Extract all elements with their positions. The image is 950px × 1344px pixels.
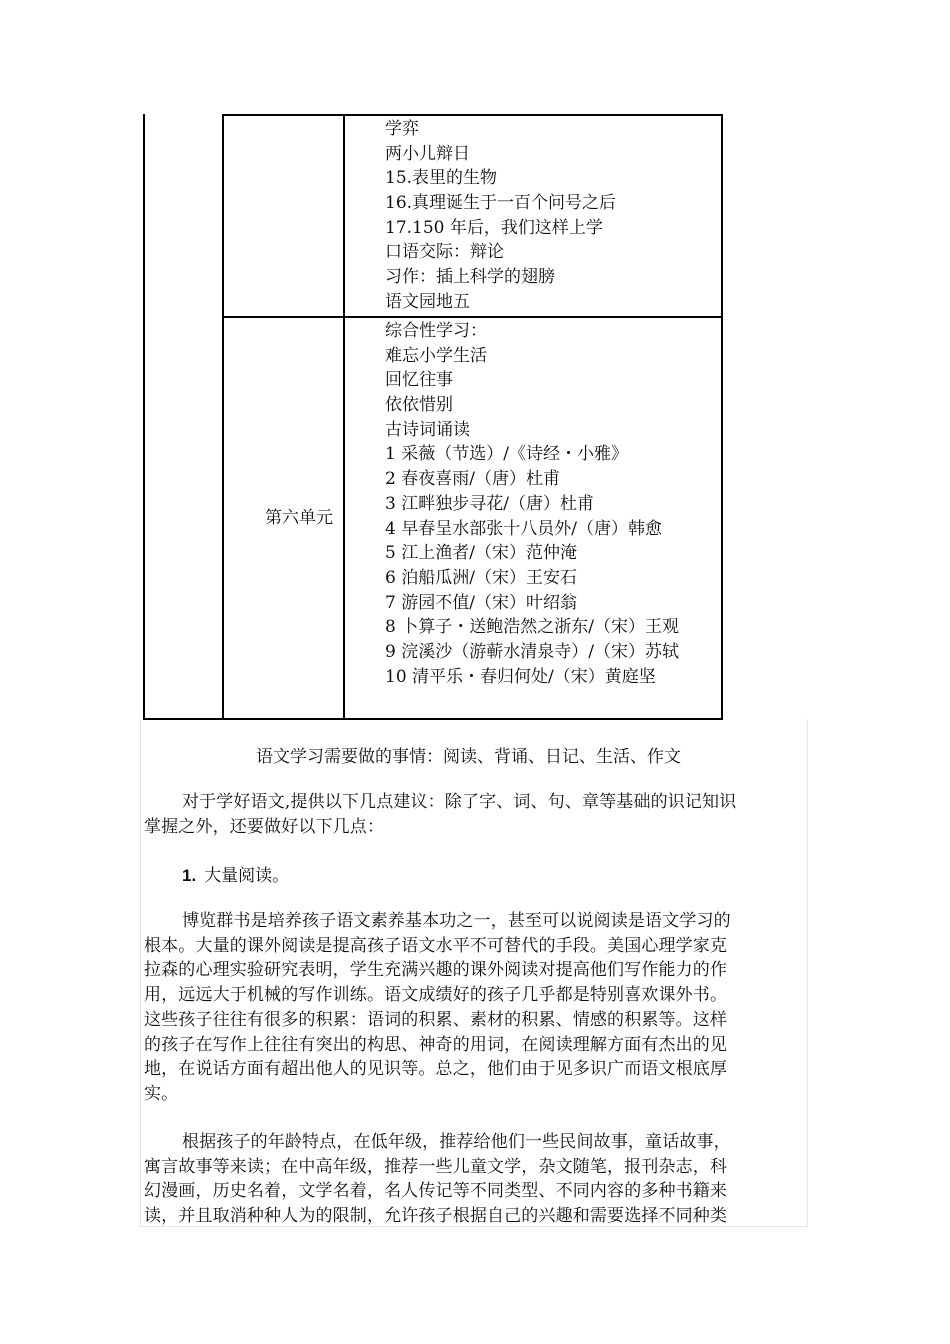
table-divider-col2: [343, 114, 345, 720]
text-line: 16.真理诞生于一百个问号之后: [385, 193, 617, 214]
text-line: 口语交际：辩论: [385, 242, 504, 263]
text-line: 博览群书是培养孩子语文素养基本功之一，甚至可以说阅读是语文学习的: [182, 911, 731, 931]
text-line: 地，在说话方面有超出他人的见识等。总之，他们由于见多识广而语文根底厚: [144, 1059, 728, 1080]
text-line: 实。: [144, 1083, 179, 1104]
point-1-title: 大量阅读。: [204, 866, 290, 886]
text-line: 拉森的心理实验研究表明，学生充满兴趣的课外阅读对提高他们写作能力的作: [144, 960, 728, 981]
paragraph-recommendation: [144, 1130, 806, 1229]
text-line: 语文园地五: [385, 291, 470, 312]
text-line: 对于学好语文,提供以下几点建议：除了字、词、句、章等基础的识记知识: [182, 792, 737, 812]
text-line: 15.表里的生物: [385, 168, 498, 189]
article-title: 语文学习需要做的事情：阅读、背诵、日记、生活、作文: [256, 747, 681, 767]
point-1-number: 1.: [182, 866, 197, 885]
text-line: 难忘小学生活: [385, 345, 487, 366]
table-row-divider: [222, 316, 723, 318]
text-line: 8 卜算子・送鲍浩然之浙东/（宋）王观: [385, 617, 679, 638]
paragraph-reading: [144, 909, 806, 1107]
text-line: 1 采薇（节选）/《诗经・小雅》: [385, 444, 628, 465]
row2-lesson-list: [385, 319, 679, 689]
text-line: 这些孩子往往有很多的积累：语词的积累、素材的积累、情感的积累等。这样: [144, 1009, 728, 1030]
intro-paragraph: [144, 790, 806, 839]
text-line: 7 游园不值/（宋）叶绍翁: [385, 592, 577, 613]
text-line: 5 江上渔者/（宋）范仲淹: [385, 543, 577, 564]
row1-lesson-list: [385, 117, 616, 315]
text-line: 2 春夜喜雨/（唐）杜甫: [385, 469, 560, 490]
text-line: 的孩子在写作上往往有突出的构思、神奇的用词，在阅读理解方面有杰出的见: [144, 1034, 728, 1055]
text-line: 10 清平乐・春归何处/（宋）黄庭坚: [385, 666, 656, 687]
text-line: 幻漫画，历史名着，文学名着，名人传记等不同类型、不同内容的多种书籍来: [144, 1181, 728, 1202]
table-border-top: [222, 114, 723, 116]
unit-label: 第六单元: [265, 508, 333, 528]
text-line: 寓言故事等来读；在中高年级，推荐一些儿童文学，杂文随笔，报刊杂志，科: [144, 1156, 728, 1177]
text-line: 古诗词诵读: [385, 419, 470, 440]
text-line: 读，并且取消种种人为的限制，允许孩子根据自己的兴趣和需要选择不同种类: [144, 1206, 728, 1227]
text-line: 依依惜别: [385, 395, 453, 416]
table-divider-col1: [222, 114, 224, 720]
table-border-left: [143, 114, 145, 720]
text-line: 4 早春呈水部张十八员外/（唐）韩愈: [385, 518, 662, 539]
text-line: 9 浣溪沙（游蕲水清泉寺）/（宋）苏轼: [385, 641, 679, 662]
text-line: 6 泊船瓜洲/（宋）王安石: [385, 567, 577, 588]
text-line: 3 江畔独步寻花/（唐）杜甫: [385, 493, 594, 514]
text-line: 回忆往事: [385, 370, 453, 391]
text-line: 根本。大量的课外阅读是提高孩子语文水平不可替代的手段。美国心理学家克: [144, 935, 728, 956]
text-line: 根据孩子的年龄特点，在低年级，推荐给他们一些民间故事，童话故事，: [182, 1132, 731, 1152]
text-line: 用，远远大于机械的写作训练。语文成绩好的孩子几乎都是特别喜欢课外书。: [144, 985, 728, 1006]
text-line: 17.150 年后，我们这样上学: [385, 217, 603, 238]
text-line: 综合性学习：: [385, 321, 487, 341]
point-1-heading: [182, 861, 289, 886]
table-border-right: [721, 114, 723, 720]
text-line: 学弈: [385, 119, 419, 139]
text-line: 两小儿辩日: [385, 143, 470, 164]
text-line: 掌握之外，还要做好以下几点：: [144, 816, 385, 837]
text-line: 习作：插上科学的翅膀: [385, 267, 555, 288]
